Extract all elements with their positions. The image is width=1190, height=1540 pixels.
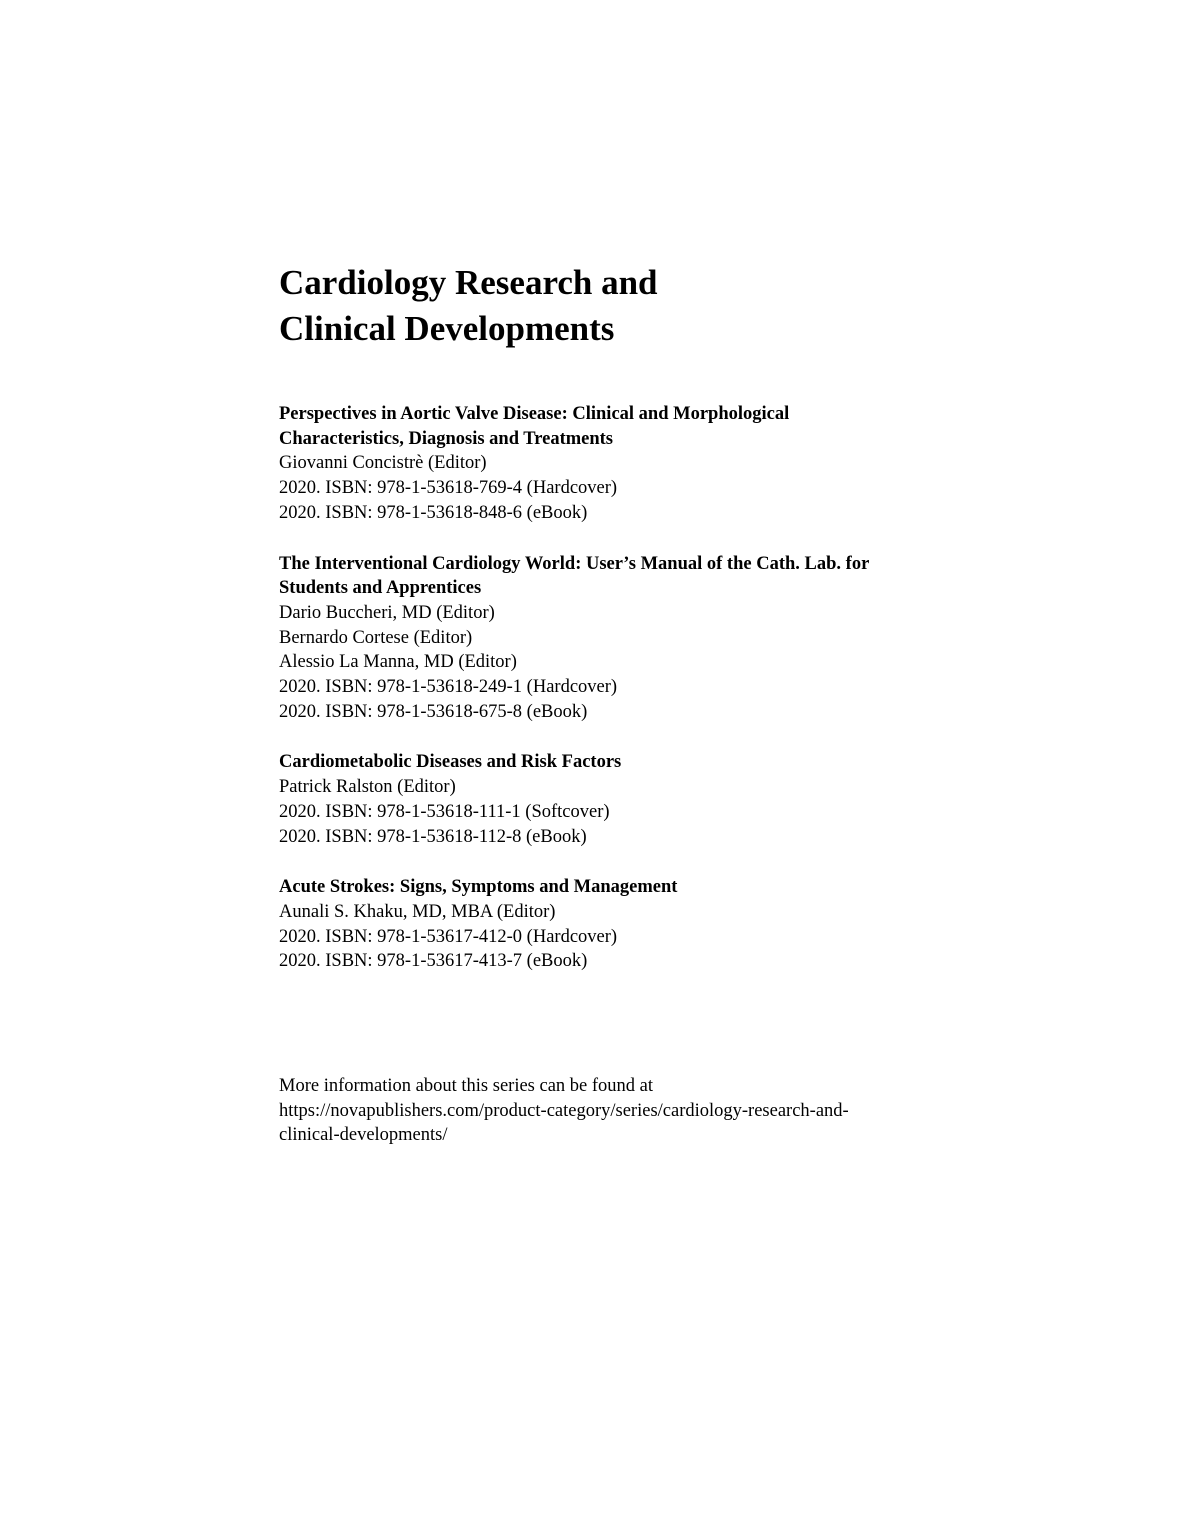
book-isbn: 2020. ISBN: 978-1-53618-848-6 (eBook) (279, 502, 588, 523)
series-url-line: clinical-developments/ (279, 1125, 448, 1146)
book-editor: Bernardo Cortese (Editor) (279, 627, 473, 648)
book-title-line: Characteristics, Diagnosis and Treatments (279, 428, 614, 449)
book-isbn: 2020. ISBN: 978-1-53618-111-1 (Softcover) (279, 801, 610, 822)
book-title-line: The Interventional Cardiology World: User’s Manual of the Cath. Lab. for (279, 553, 870, 574)
more-info-text: More information about this series can be found at (279, 1076, 654, 1096)
book-title (279, 875, 939, 900)
book-title-line: Students and Apprentices (279, 578, 482, 599)
book-isbn: 2020. ISBN: 978-1-53618-675-8 (eBook) (279, 701, 588, 722)
series-title (279, 260, 658, 352)
book-isbn: 2020. ISBN: 978-1-53617-412-0 (Hardcover) (279, 926, 618, 947)
book-list (279, 402, 939, 1000)
book-entry (279, 552, 939, 725)
series-title-line-2: Clinical Developments (279, 309, 615, 348)
book-title (279, 552, 939, 601)
series-title-line-1: Cardiology Research and (279, 263, 658, 302)
book-editor: Giovanni Concistrè (Editor) (279, 453, 487, 474)
book-isbn: 2020. ISBN: 978-1-53617-413-7 (eBook) (279, 951, 588, 972)
book-isbn: 2020. ISBN: 978-1-53618-112-8 (eBook) (279, 826, 587, 847)
book-isbn: 2020. ISBN: 978-1-53618-249-1 (Hardcover) (279, 677, 618, 698)
book-editor: Dario Buccheri, MD (Editor) (279, 602, 495, 623)
book-editor: Alessio La Manna, MD (Editor) (279, 652, 517, 673)
book-entry (279, 402, 939, 526)
series-url-line: https://novapublishers.com/product-category/series/cardiology-research-and- (279, 1100, 849, 1121)
book-entry (279, 875, 939, 974)
book-editor: Patrick Ralston (Editor) (279, 777, 456, 798)
book-title-line: Cardiometabolic Diseases and Risk Factors (279, 752, 622, 773)
series-more-info (279, 1074, 849, 1148)
book-title-line: Perspectives in Aortic Valve Disease: Clinical and Morphological (279, 404, 790, 424)
book-title (279, 402, 939, 451)
book-editor: Aunali S. Khaku, MD, MBA (Editor) (279, 901, 556, 922)
book-title (279, 750, 939, 775)
book-isbn: 2020. ISBN: 978-1-53618-769-4 (Hardcover) (279, 478, 618, 499)
book-title-line: Acute Strokes: Signs, Symptoms and Management (279, 877, 678, 898)
book-entry (279, 750, 939, 849)
